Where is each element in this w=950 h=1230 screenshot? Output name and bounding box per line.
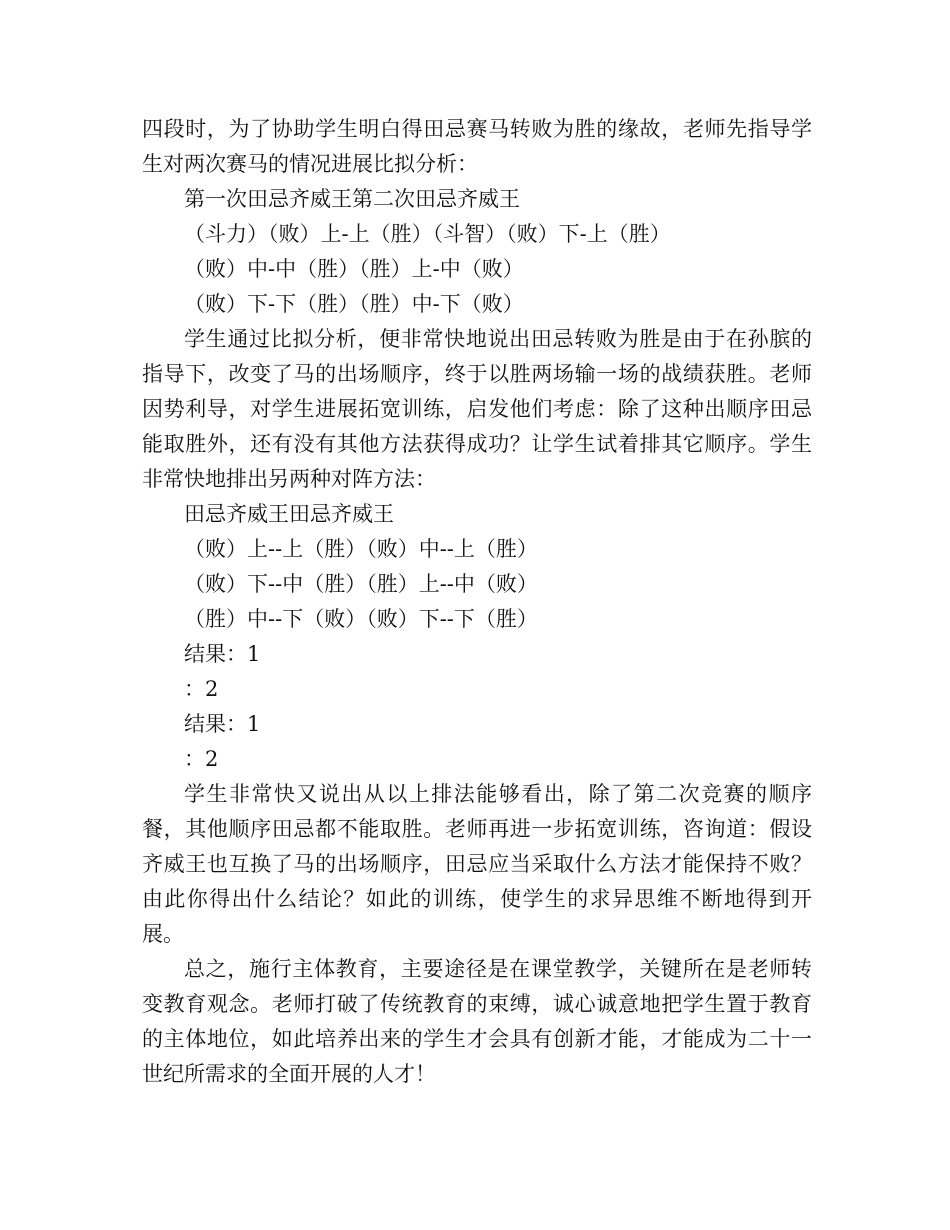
paragraph-conclusion: 总之，施行主体教育，主要途径是在课堂教学，关键所在是老师转变教育观念。老师打破了传统教育的束缚，诚心诚意地把学生置于教育的主体地位，如此培养出来的学生才会具有创新才能，才能成为二十一世纪所需求的全面开展的人才！ xyxy=(142,957,812,1086)
table2-row-2: （败）下--中（胜）（胜）上--中（败） xyxy=(184,572,538,596)
paragraph-analysis: 学生通过比拟分析，便非常快地说出田忌转败为胜是由于在孙膑的指导下，改变了马的出场顺序，终于以胜两场输一场的战绩获胜。老师因势利导，对学生进展拓宽训练，启发他们考虑：除了这种出顺序田忌能取胜外，还有没有其他方法获得成功？让学生试着排其它顺序。学生非常快地排出另两种对阵方法： xyxy=(142,327,812,491)
table1-row-3: （败）下-下（胜）（胜）中-下（败） xyxy=(184,292,524,316)
table2-row-1: （败）上--上（胜）（败）中--上（胜） xyxy=(184,537,538,561)
table2-row-3: （胜）中--下（败）（败）下--下（胜） xyxy=(184,607,538,631)
table2-header-line: 田忌齐威王田忌齐威王 xyxy=(184,502,394,526)
result-line-1: 结果：1 xyxy=(184,642,261,666)
result-line-4: ：2 xyxy=(184,747,219,771)
paragraph-intro: 四段时，为了协助学生明白得田忌赛马转败为胜的缘故，老师先指导学生对两次赛马的情况进展比拟分析： xyxy=(142,117,812,176)
result-line-3: 结果：1 xyxy=(184,712,261,736)
table1-header-line: 第一次田忌齐威王第二次田忌齐威王 xyxy=(184,187,520,211)
document-body xyxy=(142,112,812,1092)
table1-row-1: （斗力）（败）上-上（胜）（斗智）（败）下-上（胜） xyxy=(184,222,671,246)
result-line-2: ：2 xyxy=(184,677,219,701)
table1-row-2: （败）中-中（胜）（胜）上-中（败） xyxy=(184,257,524,281)
paragraph-extension: 学生非常快又说出从以上排法能够看出，除了第二次竞赛的顺序餐，其他顺序田忌都不能取胜。老师再进一步拓宽训练，咨询道：假设齐威王也互换了马的出场顺序，田忌应当采取什么方法才能保持不败？由此你得出什么结论？如此的训练，使学生的求异思维不断地得到开展。 xyxy=(142,782,812,946)
